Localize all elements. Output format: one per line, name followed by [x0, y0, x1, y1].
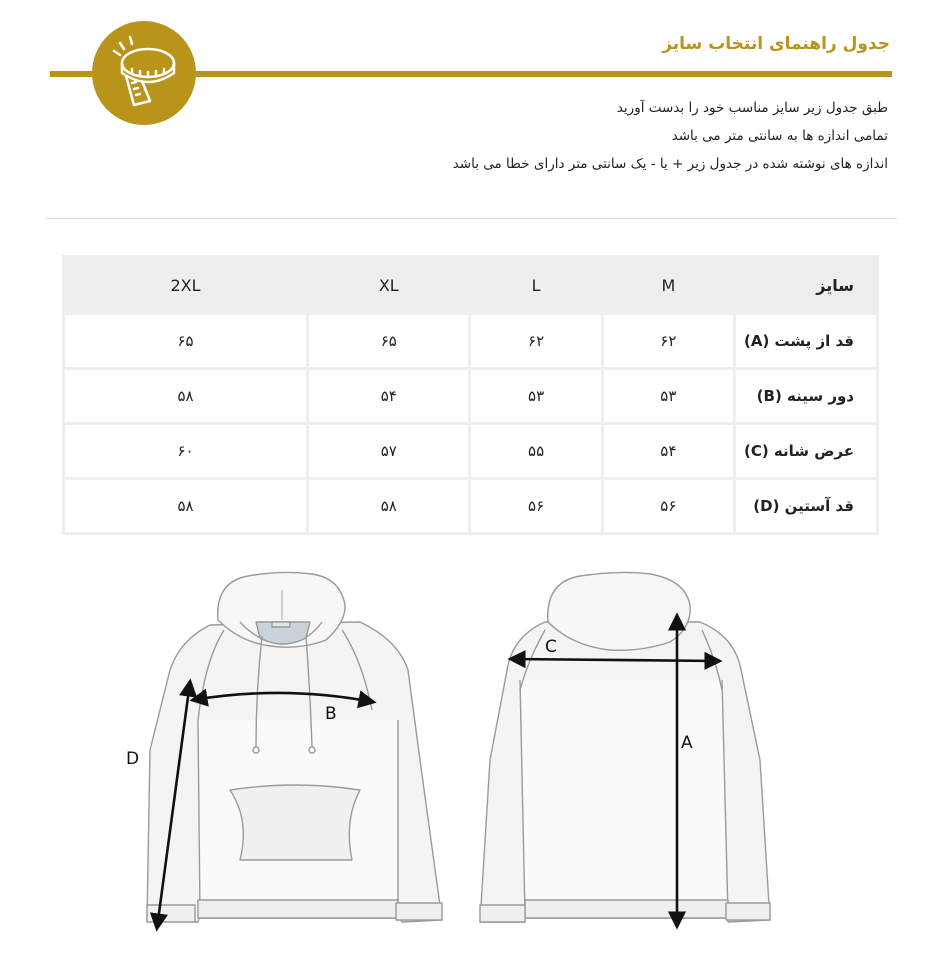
- notes-block: [453, 94, 888, 178]
- hoodie-illustration: [0, 560, 942, 971]
- row-label: قد آستین (D): [736, 480, 876, 532]
- table-cell: ۶۵: [309, 315, 468, 367]
- note-line: طبق جدول زیر سایز مناسب خود را بدست آورید: [616, 100, 888, 116]
- label-b: B: [325, 704, 337, 724]
- size-header: L: [471, 258, 600, 312]
- table-row: [65, 370, 876, 422]
- page-title: جدول راهنمای انتخاب سایز: [662, 34, 890, 54]
- label-c: C: [545, 637, 557, 657]
- table-cell: ۵۳: [604, 370, 733, 422]
- size-header: XL: [309, 258, 468, 312]
- measuring-tape-icon: [92, 21, 196, 125]
- row-label: عرض شانه (C): [736, 425, 876, 477]
- table-cell: ۶۲: [471, 315, 600, 367]
- table-header-row: [65, 258, 876, 312]
- table-cell: ۵۸: [65, 480, 306, 532]
- corner-header: سایز: [736, 258, 876, 312]
- size-table: [62, 255, 879, 535]
- label-a: A: [681, 733, 693, 753]
- table-cell: ۶۲: [604, 315, 733, 367]
- table-cell: ۵۷: [309, 425, 468, 477]
- size-header: M: [604, 258, 733, 312]
- label-d: D: [126, 749, 140, 769]
- note-line: اندازه های نوشته شده در جدول زیر + یا - یک سانتی متر دارای خطا می باشد: [452, 156, 888, 172]
- table-cell: ۵۵: [471, 425, 600, 477]
- section-divider: [45, 218, 897, 219]
- table-cell: ۵۴: [309, 370, 468, 422]
- table-cell: ۵۸: [65, 370, 306, 422]
- row-label: دور سینه (B): [736, 370, 876, 422]
- table-cell: ۵۴: [604, 425, 733, 477]
- table-cell: ۵۶: [471, 480, 600, 532]
- size-header: 2XL: [65, 258, 306, 312]
- measuring-tape-badge: [92, 21, 196, 125]
- hoodie-front: [147, 572, 442, 922]
- table-row: [65, 425, 876, 477]
- table-cell: ۵۶: [604, 480, 733, 532]
- table-cell: ۶۵: [65, 315, 306, 367]
- table-cell: ۵۳: [471, 370, 600, 422]
- hoodie-back: [480, 572, 770, 922]
- table-row: [65, 480, 876, 532]
- table-cell: ۶۰: [65, 425, 306, 477]
- table-row: [65, 315, 876, 367]
- table-cell: ۵۸: [309, 480, 468, 532]
- note-line: تمامی اندازه ها به سانتی متر می باشد: [671, 128, 888, 144]
- row-label: قد از پشت (A): [736, 315, 876, 367]
